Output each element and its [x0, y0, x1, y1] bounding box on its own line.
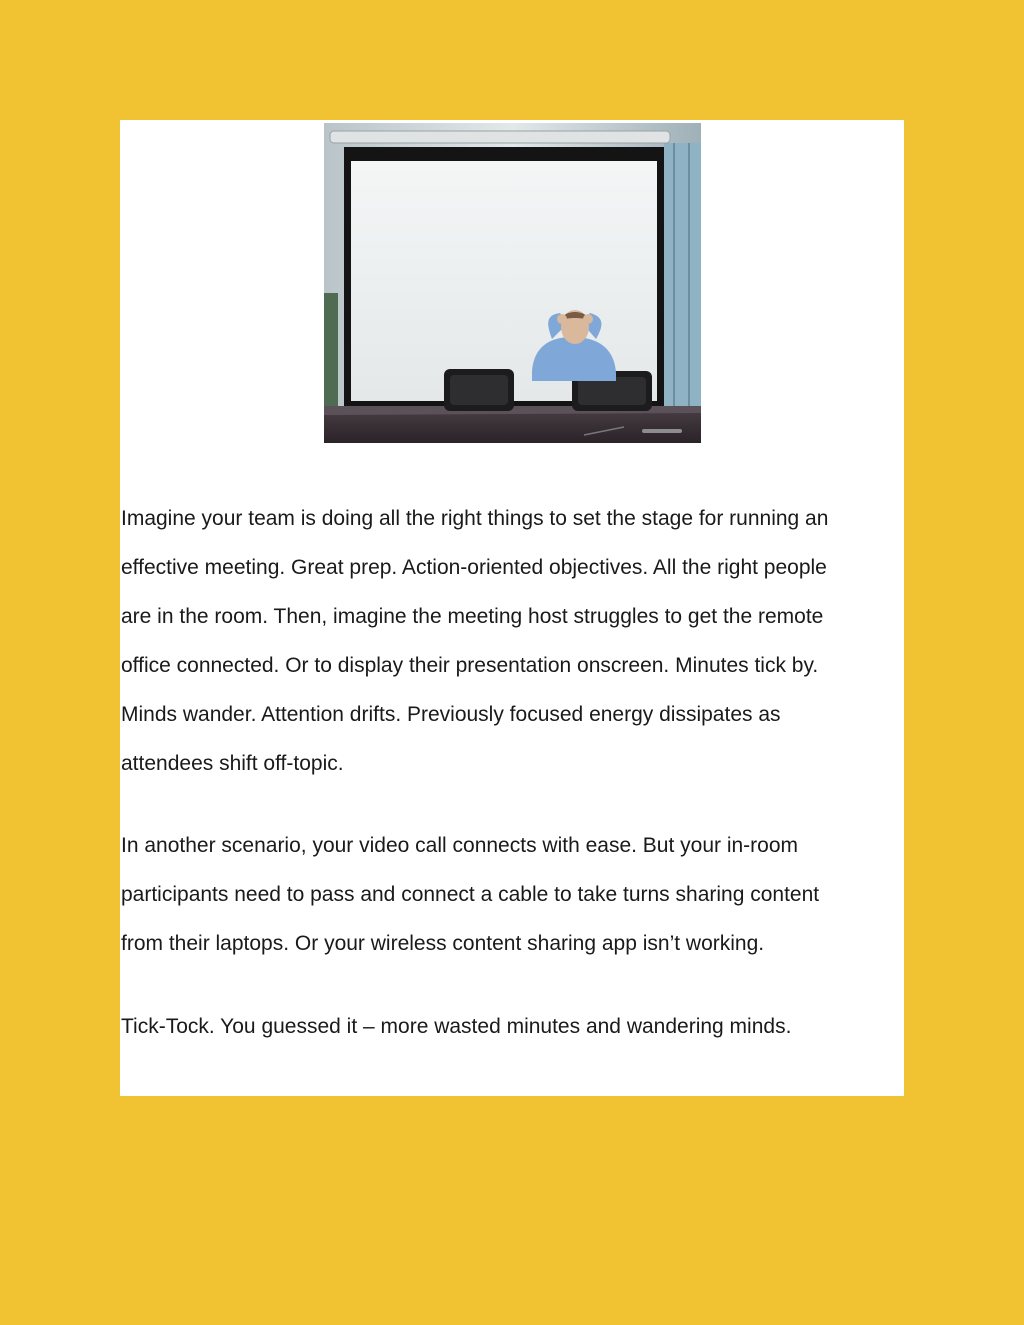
text-line: effective meeting. Great prep. Action-oriented objectives. All the right people: [121, 556, 827, 579]
text-line: attendees shift off-topic.: [121, 752, 344, 775]
meeting-room-photo: [324, 123, 701, 443]
content-card: [120, 120, 904, 1096]
closing-paragraph: [121, 1002, 901, 1051]
text-line: Minds wander. Attention drifts. Previously focused energy dissipates as: [121, 703, 781, 726]
text-line: Imagine your team is doing all the right things to set the stage for running an: [121, 507, 829, 530]
text-line: In another scenario, your video call connects with ease. But your in-room: [121, 834, 799, 857]
scenario-paragraph: [121, 821, 901, 968]
intro-paragraph: [121, 494, 901, 788]
text-line: Tick-Tock. You guessed it – more wasted minutes and wandering minds.: [121, 1015, 792, 1038]
meeting-room-photo-icon: [324, 123, 701, 443]
text-line: participants need to pass and connect a cable to take turns sharing content: [121, 883, 820, 906]
text-line: office connected. Or to display their presentation onscreen. Minutes tick by.: [121, 654, 819, 677]
text-line: are in the room. Then, imagine the meeting host struggles to get the remote: [121, 605, 824, 628]
text-line: from their laptops. Or your wireless content sharing app isn’t working.: [121, 932, 765, 955]
